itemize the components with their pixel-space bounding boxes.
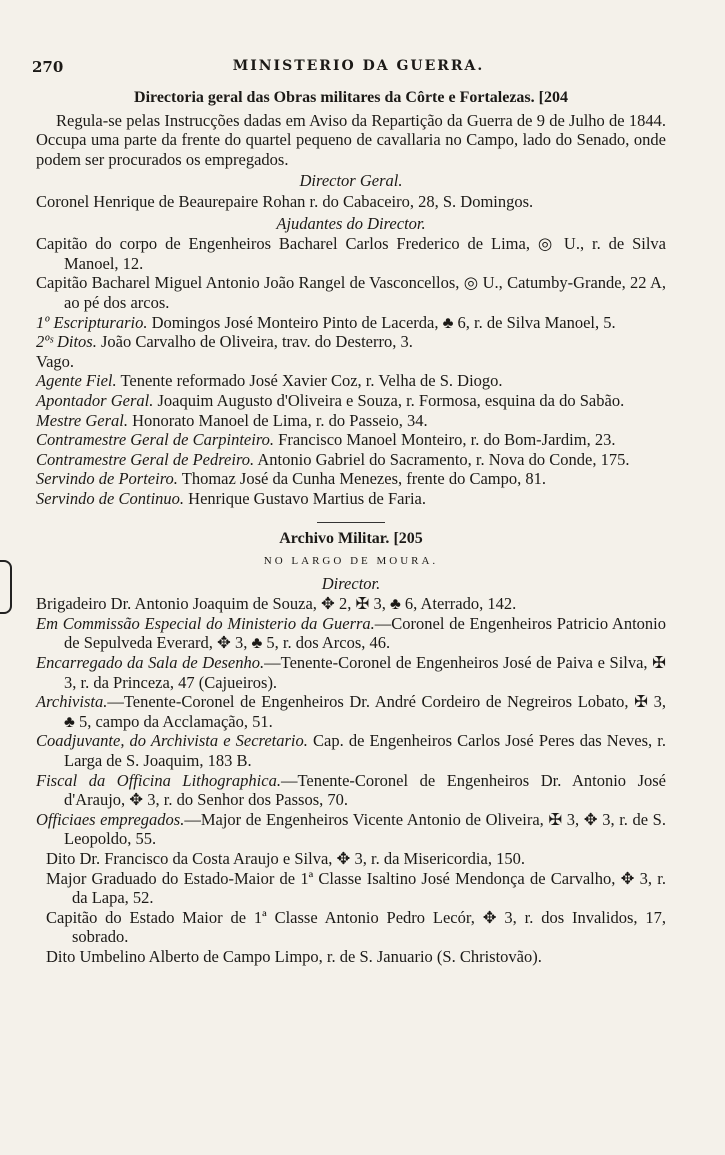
entry-archivo-director: Brigadeiro Dr. Antonio Joaquim de Souza, ✥ 2, ✠ 3, ♣ 6, Aterrado, 142. — [36, 594, 517, 614]
section-obras-militares — [36, 88, 666, 967]
entry-ditos: 2ºˢ Ditos. João Carvalho de Oliveira, trav. do Desterro, 3. — [36, 332, 413, 352]
page-number: 270 — [32, 58, 64, 76]
subheading-director: Director Geral. — [299, 171, 403, 191]
entry-apontador: Apontador Geral. Joaquim Augusto d'Oliveira e Souza, r. Formosa, esquina da do Sabão. — [36, 390, 625, 410]
entry-continuo: Servindo de Continuo. Henrique Gustavo Martius de Faria. — [36, 488, 426, 508]
entry-archivista: Archivista.—Tenente-Coronel de Engenheiros Dr. André Cordeiro de Negreiros Lobato, ✠ 3, ♣ 5, campo da Acclamação, 51. — [36, 692, 666, 731]
entry-ajudante-2: Capitão Bacharel Miguel Antonio João Rangel de Vasconcellos, ◎ U., Catumby-Grande, 22 A, ao pé dos arcos. — [36, 273, 666, 312]
entry-dito-francisco: Dito Dr. Francisco da Costa Araujo e Silva, ✥ 3, r. da Misericordia, 150. — [46, 848, 525, 868]
page-header — [32, 58, 685, 80]
entry-agente-fiel: Agente Fiel. Tenente reformado José Xavier Coz, r. Velha de S. Diogo. — [36, 371, 503, 391]
entry-capitao-lecor: Capitão do Estado Maior de 1ª Classe Antonio Pedro Lecór, ✥ 3, r. dos Invalidos, 17, sobrado. — [46, 907, 666, 947]
entry-fiscal-lithographica: Fiscal da Officina Lithographica.—Tenente-Coronel de Engenheiros Dr. Antonio José d'Araujo, ✥ 3, r. do Senhor dos Passos, 70. — [36, 770, 666, 810]
entry-sala-desenho: Encarregado da Sala de Desenho.—Tenente-Coronel de Engenheiros José de Paiva e Silva, ✠ 3, r. da Princeza, 47 (Cajueiros). — [36, 653, 666, 692]
subheading-director-archivo: Director. — [321, 573, 381, 593]
entry-porteiro: Servindo de Porteiro. Thomaz José da Cunha Menezes, frente do Campo, 81. — [36, 469, 547, 489]
entry-contramestre-pedreiro: Contramestre Geral de Pedreiro. Antonio Gabriel do Sacramento, r. Nova do Conde, 175. — [36, 449, 630, 469]
entry-commissao: Em Commissão Especial do Ministerio da Guerra.—Coronel de Engenheiros Patricio Antonio de Sepulveda Everard, ✥ 3, ♣ 5, r. dos Arcos, 46. — [36, 613, 667, 653]
section-divider — [317, 522, 385, 523]
margin-bracket-mark — [0, 560, 12, 614]
entry-coadjuvante: Coadjuvante, do Archivista e Secretario. Cap. de Engenheiros Carlos José Peres das Neves, r. Larga de S. Joaquim, 183 B. — [36, 731, 666, 770]
section-title-archivo: Archivo Militar. [205 — [279, 530, 423, 548]
entry-contramestre-carpinteiro: Contramestre Geral de Carpinteiro. Francisco Manoel Monteiro, r. do Bom-Jardim, 23. — [36, 430, 616, 450]
entry-escripturario: 1º Escripturario. Domingos José Monteiro Pinto de Lacerda, ♣ 6, r. de Silva Manoel, 5. — [36, 312, 616, 332]
entry-mestre: Mestre Geral. Honorato Manoel de Lima, r. do Passeio, 34. — [36, 410, 428, 430]
section-intro: Regula-se pelas Instrucções dadas em Aviso da Repartição da Guerra de 9 de Julho de 1844. Occupa uma parte da frente do quartel pequeno de cavallaria no Campo, lado do Senado, onde podem ser procurados os empregados. — [36, 110, 666, 169]
running-title: MINISTERIO DA GUERRA. — [232, 58, 485, 74]
location-line: NO LARGO DE MOURA. — [263, 555, 439, 568]
entry-dito-umbelino: Dito Umbelino Alberto de Campo Limpo, r. de S. Januario (S. Christovão). — [46, 946, 542, 966]
entry-director: Coronel Henrique de Beaurepaire Rohan r. do Cabaceiro, 28, S. Domingos. — [36, 191, 534, 211]
entry-ajudante-1: Capitão do corpo de Engenheiros Bacharel Carlos Frederico de Lima, ◎ U., r. de Silva Manoel, 12. — [36, 234, 666, 273]
entry-officiaes: Officiaes empregados.—Major de Engenheiros Vicente Antonio de Oliveira, ✠ 3, ✥ 3, r. de S. Leopoldo, 55. — [36, 809, 666, 849]
subheading-ajudantes: Ajudantes do Director. — [276, 213, 426, 233]
section-title: Directoria geral das Obras militares da Côrte e Fortalezas. [204 — [134, 89, 568, 106]
entry-vago: Vago. — [36, 351, 75, 371]
entry-major-graduado: Major Graduado do Estado-Maior de 1ª Classe Isaltino José Mendonça de Carvalho, ✥ 3, r. da Lapa, 52. — [46, 868, 666, 908]
